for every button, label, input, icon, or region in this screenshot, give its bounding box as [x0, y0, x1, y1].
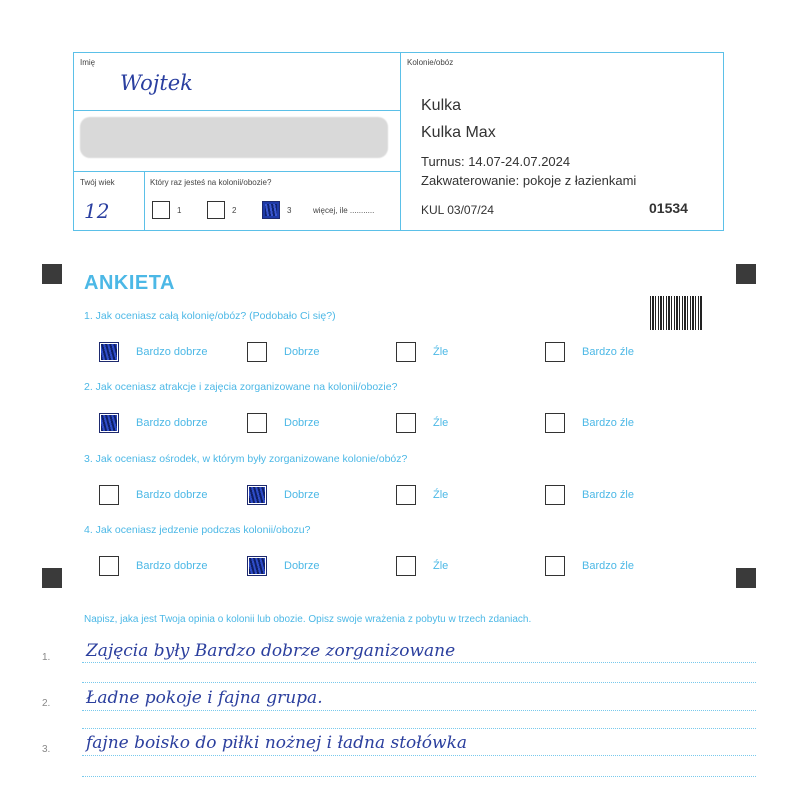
option-label: Bardzo dobrze — [136, 489, 208, 501]
answer-2[interactable]: Ładne pokoje i fajna grupa. — [86, 688, 323, 708]
answer-checkbox[interactable] — [99, 413, 119, 433]
answer-checkbox[interactable] — [99, 556, 119, 576]
option-label: Źle — [433, 489, 449, 501]
option-label: Bardzo dobrze — [136, 346, 208, 358]
answer-1[interactable]: Zajęcia były Bardzo dobrze zorganizowane — [86, 641, 456, 661]
option-label: Bardzo źle — [582, 489, 634, 501]
age-value[interactable]: 12 — [84, 199, 110, 223]
registration-mark — [42, 568, 62, 588]
answer-checkbox[interactable] — [396, 413, 416, 433]
option-label: Źle — [433, 560, 449, 572]
answer-line — [82, 682, 756, 683]
option-label: Dobrze — [284, 417, 320, 429]
answer-line — [82, 662, 756, 663]
answer-line — [82, 755, 756, 756]
question-text: 1. Jak oceniasz całą kolonię/obóz? (Podobało Ci się?) — [84, 310, 336, 322]
answer-checkbox[interactable] — [247, 485, 267, 505]
question-text: 2. Jak oceniasz atrakcje i zajęcia zorganizowane na kolonii/obozie? — [84, 381, 398, 393]
answer-checkbox[interactable] — [396, 342, 416, 362]
answer-line — [82, 776, 756, 777]
reference: KUL 03/07/24 — [421, 203, 494, 217]
answer-checkbox[interactable] — [396, 556, 416, 576]
option-label: Bardzo źle — [582, 417, 634, 429]
camp-name-full: Kulka Max — [421, 124, 496, 141]
times-option-3: 3 — [287, 206, 292, 215]
answer-number: 2. — [42, 698, 51, 709]
question-text: 4. Jak oceniasz jedzenie podczas kolonii/obozu? — [84, 524, 311, 536]
divider — [400, 53, 401, 230]
question-text: 3. Jak oceniasz ośrodek, w którym były zorganizowane kolonie/obóz? — [84, 453, 408, 465]
name-label: Imię — [80, 58, 96, 67]
times-more: więcej, ile ........... — [313, 206, 375, 215]
divider — [74, 110, 400, 111]
answer-number: 3. — [42, 744, 51, 755]
answer-checkbox[interactable] — [247, 556, 267, 576]
option-label: Bardzo dobrze — [136, 560, 208, 572]
times-option-2: 2 — [232, 206, 237, 215]
name-value[interactable]: Wojtek — [120, 71, 193, 95]
times-label: Który raz jesteś na kolonii/obozie? — [150, 178, 272, 187]
answer-checkbox[interactable] — [545, 413, 565, 433]
option-label: Dobrze — [284, 489, 320, 501]
registration-mark — [736, 264, 756, 284]
option-label: Źle — [433, 417, 449, 429]
option-label: Bardzo dobrze — [136, 417, 208, 429]
divider — [74, 171, 400, 172]
option-label: Bardzo źle — [582, 346, 634, 358]
option-label: Dobrze — [284, 346, 320, 358]
answer-checkbox[interactable] — [247, 342, 267, 362]
answer-checkbox[interactable] — [396, 485, 416, 505]
times-checkbox-1[interactable] — [152, 201, 170, 219]
answer-checkbox[interactable] — [545, 556, 565, 576]
camp-label: Kolonie/obóz — [407, 58, 454, 67]
answer-checkbox[interactable] — [99, 342, 119, 362]
answer-line — [82, 728, 756, 729]
registration-mark — [42, 264, 62, 284]
option-label: Dobrze — [284, 560, 320, 572]
answer-line — [82, 710, 756, 711]
turnus: Turnus: 14.07-24.07.2024 — [421, 154, 571, 169]
answer-checkbox[interactable] — [545, 485, 565, 505]
barcode — [650, 296, 702, 330]
age-label: Twój wiek — [80, 178, 115, 187]
answer-checkbox[interactable] — [247, 413, 267, 433]
option-label: Źle — [433, 346, 449, 358]
registration-mark — [736, 568, 756, 588]
survey-title: ANKIETA — [84, 272, 175, 294]
times-option-1: 1 — [177, 206, 182, 215]
answer-checkbox[interactable] — [545, 342, 565, 362]
opinion-prompt: Napisz, jaka jest Twoja opinia o kolonii lub obozie. Opisz swoje wrażenia z pobytu w trzech zdaniach. — [84, 614, 532, 625]
answer-number: 1. — [42, 652, 51, 663]
times-checkbox-3[interactable] — [262, 201, 280, 219]
option-label: Bardzo źle — [582, 560, 634, 572]
form-code: 01534 — [649, 200, 688, 216]
camp-name: Kulka — [421, 97, 462, 114]
accommodation: Zakwaterowanie: pokoje z łazienkami — [421, 173, 637, 188]
answer-3[interactable]: fajne boisko do piłki nożnej i ładna stołówka — [86, 733, 468, 753]
divider — [144, 171, 145, 230]
redacted-surname — [80, 117, 388, 158]
times-checkbox-2[interactable] — [207, 201, 225, 219]
answer-checkbox[interactable] — [99, 485, 119, 505]
